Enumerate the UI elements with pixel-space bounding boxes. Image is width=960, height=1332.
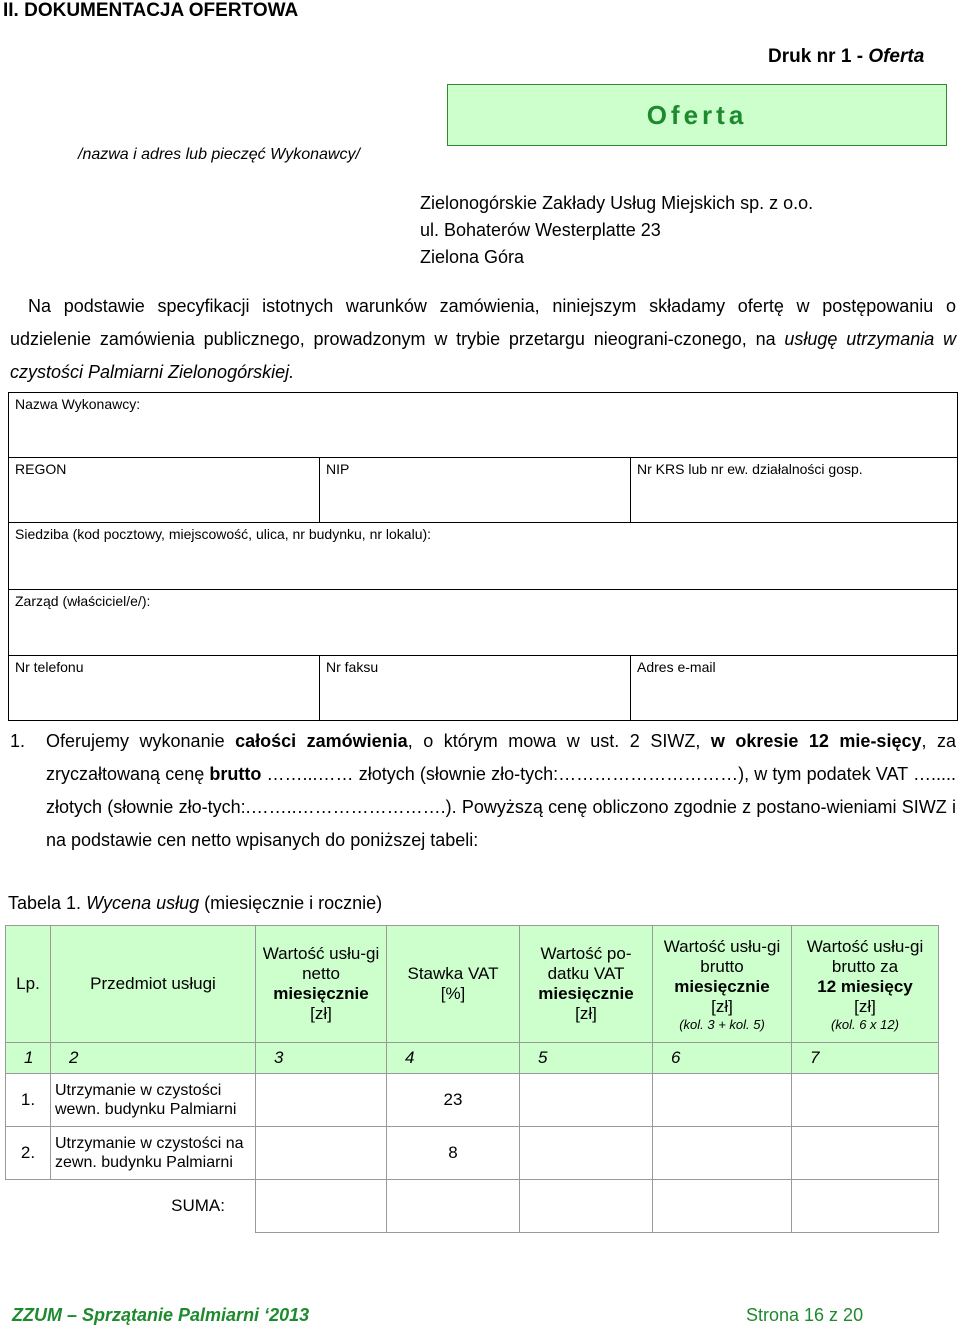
header-gross-period: miesięcznie <box>674 976 770 996</box>
contractor-form <box>8 392 958 721</box>
row-vat-rate: 8 <box>387 1127 520 1180</box>
column-number-row <box>6 1043 939 1074</box>
table-row <box>6 1127 939 1180</box>
row-lp: 1. <box>6 1074 51 1127</box>
sum-vat-rate <box>387 1180 520 1233</box>
row-net-input[interactable] <box>256 1127 387 1180</box>
header-net <box>256 926 387 1043</box>
column-number: 7 <box>792 1043 939 1074</box>
header-net-title: Wartość usłu-gi netto <box>262 944 380 983</box>
price-table-header <box>6 926 939 1043</box>
header-vatval-period: miesięcznie <box>538 984 634 1003</box>
fax-field[interactable] <box>320 656 631 721</box>
header-vat-unit: [%] <box>440 984 466 1003</box>
section-1-text <box>46 725 956 857</box>
krs-label: Nr KRS lub nr ew. działalności gosp. <box>637 461 863 477</box>
regon-field[interactable] <box>9 458 320 523</box>
board-field[interactable] <box>9 590 958 656</box>
section-title: II. DOKUMENTACJA OFERTOWA <box>3 0 299 21</box>
header-vatval-title: Wartość po-datku VAT <box>540 944 632 983</box>
form-number-name: Oferta <box>868 46 925 67</box>
caption-label: Tabela 1. <box>8 893 87 913</box>
phone-field[interactable] <box>9 656 320 721</box>
intro-paragraph <box>10 290 956 389</box>
header-gross-month <box>653 926 792 1043</box>
sum-net-input[interactable] <box>256 1180 387 1233</box>
header-gross-year <box>792 926 939 1043</box>
headquarters-label: Siedziba (kod pocztowy, miejscowość, ulica, nr budynku, nr lokalu): <box>15 526 432 542</box>
sum-row <box>6 1180 939 1233</box>
price-table <box>5 925 939 1233</box>
caption-rest: (miesięcznie i rocznie) <box>199 893 383 913</box>
address-line-1: Zielonogórskie Zakłady Usług Miejskich sp. z o.o. <box>420 193 814 213</box>
row-gross-year-input[interactable] <box>792 1074 939 1127</box>
row-net-input[interactable] <box>256 1074 387 1127</box>
krs-field[interactable] <box>631 458 958 523</box>
text-part: ……...…… złotych (słownie zło-tych:…………………………), w tym podatek VAT …..... złotych (słownie zło-tych:.……..…………………….). Powyższą cenę obliczono zgodnie z postano-wieniami SIWZ i na podstawie cen netto wpisanych do poniższej tabeli: <box>46 764 956 850</box>
header-vat-title: Stawka VAT <box>407 964 499 983</box>
intro-subject: usługę utrzymania w czystości Palmiarni Zielonogórskiej. <box>10 329 956 382</box>
footer-document-name: ZZUM – Sprzątanie Palmiarni ‘2013 <box>12 1305 310 1325</box>
header-year-period: 12 miesięcy <box>817 976 913 996</box>
table-row <box>6 1074 939 1127</box>
header-net-period: miesięcznie <box>273 984 369 1003</box>
offer-title-box <box>447 84 947 146</box>
fax-label: Nr faksu <box>326 659 379 675</box>
text-part: , o którym mowa w ust. 2 SIWZ, <box>407 731 711 751</box>
text-part: Oferujemy wykonanie <box>46 731 236 751</box>
header-vatval-unit: [zł] <box>575 1004 597 1023</box>
row-gross-month-input[interactable] <box>653 1127 792 1180</box>
header-subject: Przedmiot usługi <box>51 926 256 1043</box>
section-number: 1. <box>10 731 26 751</box>
sum-vat-value-input[interactable] <box>520 1180 653 1233</box>
email-label: Adres e-mail <box>637 659 716 675</box>
headquarters-field[interactable] <box>9 523 958 590</box>
contractor-name-label: Nazwa Wykonawcy: <box>15 396 141 412</box>
caption-title: Wycena usług <box>86 893 200 913</box>
table-caption <box>8 893 382 914</box>
address-line-3: Zielona Góra <box>420 247 525 267</box>
header-year-formula: (kol. 6 x 12) <box>831 1016 899 1032</box>
board-label: Zarząd (właściciel/e/): <box>15 593 151 609</box>
header-year-unit: [zł] <box>854 996 876 1016</box>
sum-label: SUMA: <box>6 1180 256 1233</box>
header-gross-formula: (kol. 3 + kol. 5) <box>679 1016 765 1032</box>
header-net-unit: [zł] <box>310 1004 332 1023</box>
row-subject: Utrzymanie w czystości na zewn. budynku Palmiarni <box>51 1127 256 1180</box>
email-field[interactable] <box>631 656 958 721</box>
nip-field[interactable] <box>320 458 631 523</box>
address-line-2: ul. Bohaterów Westerplatte 23 <box>420 220 661 240</box>
column-number: 3 <box>256 1043 387 1074</box>
regon-label: REGON <box>15 461 67 477</box>
column-number: 1 <box>6 1043 51 1074</box>
intro-text: Na podstawie specyfikacji istotnych warunków zamówienia, niniejszym składamy ofertę w postępowaniu o udzielenie zamówienia publicznego, prowadzonym w trybie przetargu nieograni-czonego, na <box>10 296 956 349</box>
offer-section-1 <box>10 725 956 857</box>
offer-title: Oferta <box>646 100 748 130</box>
sum-gross-month-input[interactable] <box>653 1180 792 1233</box>
header-vat-rate <box>387 926 520 1043</box>
sum-gross-year-input[interactable] <box>792 1180 939 1233</box>
nip-label: NIP <box>326 461 350 477</box>
text-bold: brutto <box>209 764 262 784</box>
row-gross-month-input[interactable] <box>653 1074 792 1127</box>
row-vat-rate: 23 <box>387 1074 520 1127</box>
header-vat-value <box>520 926 653 1043</box>
row-vat-value-input[interactable] <box>520 1127 653 1180</box>
form-number <box>768 46 924 68</box>
text-bold: całości zamówienia <box>235 731 408 751</box>
header-year-title: Wartość usłu-gi brutto za <box>806 936 924 976</box>
form-number-prefix: Druk nr 1 - <box>768 46 869 67</box>
row-vat-value-input[interactable] <box>520 1074 653 1127</box>
text-part: , za zryczałtowaną cenę <box>46 731 957 784</box>
column-number: 6 <box>653 1043 792 1074</box>
row-gross-year-input[interactable] <box>792 1127 939 1180</box>
header-gross-unit: [zł] <box>711 996 733 1016</box>
row-subject: Utrzymanie w czystości wewn. budynku Palmiarni <box>51 1074 256 1127</box>
header-lp: Lp. <box>6 926 51 1043</box>
header-gross-title: Wartość usłu-gi brutto <box>663 936 781 976</box>
stamp-note: /nazwa i adres lub pieczęć Wykonawcy/ <box>78 146 360 163</box>
column-number: 4 <box>387 1043 520 1074</box>
column-number: 2 <box>51 1043 256 1074</box>
column-number: 5 <box>520 1043 653 1074</box>
footer-page-number: Strona 16 z 20 <box>746 1305 864 1325</box>
phone-label: Nr telefonu <box>15 659 84 675</box>
contractor-name-field[interactable] <box>9 393 958 458</box>
row-lp: 2. <box>6 1127 51 1180</box>
text-bold: w okresie 12 mie-sięcy <box>710 731 922 751</box>
